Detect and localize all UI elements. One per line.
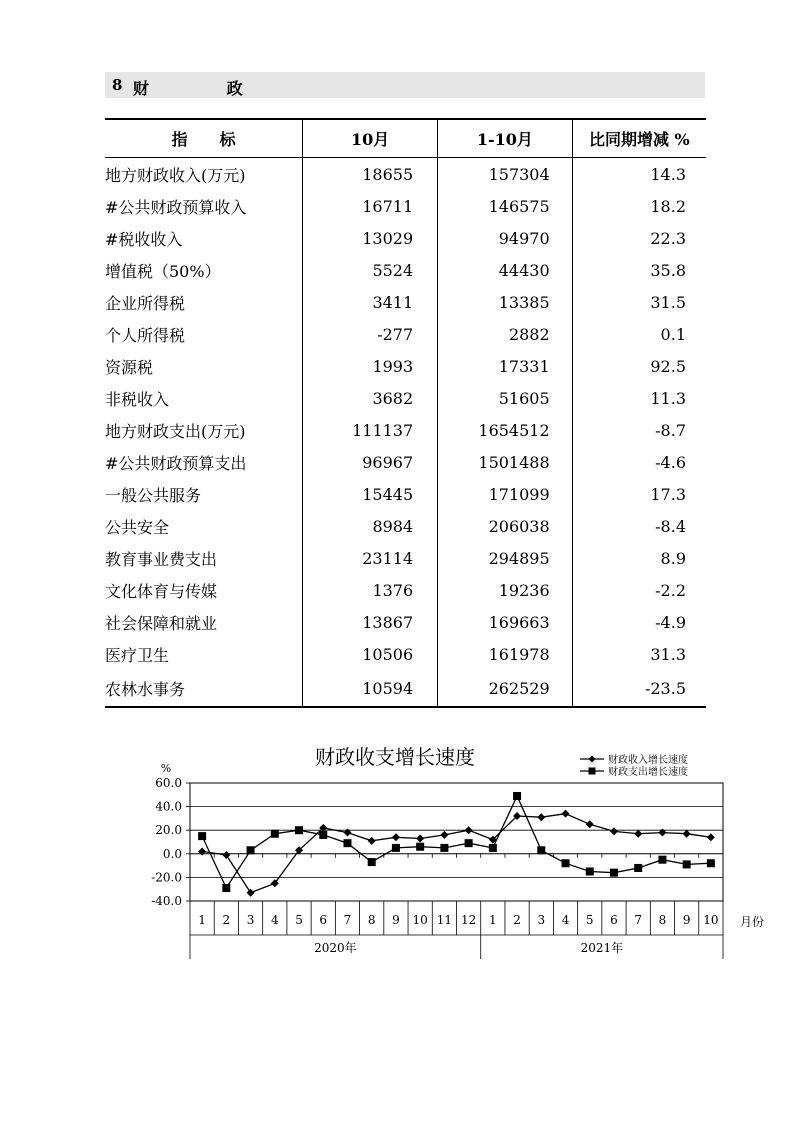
row-jan-oct-value: 19236 — [438, 574, 573, 606]
row-label: 资源税 — [105, 357, 154, 377]
row-label: 一般公共服务 — [105, 485, 202, 505]
table-row — [105, 222, 706, 254]
section-header — [105, 72, 705, 98]
row-jan-oct-value: 171099 — [438, 478, 573, 510]
row-label: 文化体育与传媒 — [105, 581, 218, 601]
row-label: 企业所得税 — [105, 293, 186, 313]
legend-diamond-icon — [589, 756, 596, 763]
expenditure-growth-point — [707, 859, 715, 867]
finance-table-body — [105, 119, 706, 707]
row-yoy-value: -8.7 — [572, 414, 706, 446]
revenue-growth-point — [343, 829, 351, 837]
legend-label: 财政支出增长速度 — [608, 767, 688, 778]
row-jan-oct-value: 44430 — [438, 254, 573, 286]
row-label: 医疗卫生 — [105, 645, 170, 665]
row-october-value: 111137 — [303, 414, 438, 446]
chart-legend — [580, 753, 688, 778]
x-tick-label: 5 — [585, 913, 594, 927]
y-tick-label: -20.0 — [151, 870, 182, 885]
finance-growth-chart — [140, 738, 780, 968]
x-tick-label: 2 — [222, 913, 231, 927]
table-row — [105, 670, 706, 707]
x-tick-label: 4 — [270, 913, 279, 927]
revenue-growth-point — [658, 829, 666, 837]
expenditure-growth-point — [658, 856, 666, 864]
row-yoy-value: -23.5 — [572, 670, 706, 707]
row-yoy-value: 8.9 — [572, 542, 706, 574]
year-group-label: 2021年 — [580, 941, 624, 955]
row-jan-oct-value: 294895 — [438, 542, 573, 574]
row-yoy-value: 18.2 — [572, 190, 706, 222]
row-yoy-value: 92.5 — [572, 350, 706, 382]
row-october-value: 18655 — [303, 158, 438, 191]
row-jan-oct-value: 157304 — [438, 158, 573, 191]
row-october-value: 10594 — [303, 670, 438, 707]
row-october-value: 96967 — [303, 446, 438, 478]
x-tick-label: 6 — [319, 913, 328, 927]
row-yoy-value: 17.3 — [572, 478, 706, 510]
row-yoy-value: 22.3 — [572, 222, 706, 254]
expenditure-growth-point — [222, 884, 230, 892]
expenditure-growth-point — [562, 859, 570, 867]
x-tick-label: 8 — [367, 913, 376, 927]
plot-border — [190, 783, 723, 901]
row-yoy-value: 14.3 — [572, 158, 706, 191]
x-tick-label: 11 — [436, 913, 453, 927]
row-label: #税收收入 — [105, 229, 183, 249]
row-jan-oct-value: 13385 — [438, 286, 573, 318]
chart-grid — [190, 783, 723, 901]
row-jan-oct-value: 169663 — [438, 606, 573, 638]
x-tick-label: 3 — [537, 913, 546, 927]
expenditure-growth-point — [247, 846, 255, 854]
revenue-growth-point — [537, 813, 545, 821]
expenditure-growth-point — [343, 839, 351, 847]
revenue-growth-point — [707, 833, 715, 841]
table-row — [105, 478, 706, 510]
revenue-growth-point — [416, 834, 424, 842]
section-number: 8 — [112, 76, 123, 94]
x-tick-label: 1 — [489, 913, 497, 927]
row-label: 公共安全 — [105, 517, 170, 537]
expenditure-growth-point — [440, 844, 448, 852]
x-tick-label: 5 — [295, 913, 303, 927]
chart-title: 财政收支增长速度 — [315, 745, 475, 769]
row-yoy-value: 0.1 — [572, 318, 706, 350]
expenditure-growth-point — [610, 869, 618, 877]
row-jan-oct-value: 2882 — [438, 318, 573, 350]
y-tick-label: 0.0 — [162, 846, 182, 861]
expenditure-growth-point — [586, 868, 594, 876]
expenditure-growth-point — [489, 844, 497, 852]
y-tick-label: 60.0 — [155, 776, 182, 790]
expenditure-growth-point — [271, 830, 279, 838]
expenditure-growth-point — [295, 826, 303, 834]
expenditure-growth-point — [392, 844, 400, 852]
row-october-value: -277 — [303, 318, 438, 350]
row-october-value: 23114 — [303, 542, 438, 574]
x-tick-label: 7 — [634, 913, 643, 927]
row-label: 地方财政收入(万元) — [105, 165, 246, 185]
row-yoy-value: 11.3 — [572, 382, 706, 414]
expenditure-growth-point — [683, 860, 691, 868]
table-row — [105, 638, 706, 670]
x-tick-label: 3 — [246, 913, 255, 927]
row-october-value: 13029 — [303, 222, 438, 254]
row-october-value: 1376 — [303, 574, 438, 606]
row-label: #公共财政预算收入 — [105, 197, 247, 217]
revenue-growth-point — [634, 830, 642, 838]
table-header-row — [105, 119, 706, 158]
row-jan-oct-value: 17331 — [438, 350, 573, 382]
row-october-value: 1993 — [303, 350, 438, 382]
row-jan-oct-value: 262529 — [438, 670, 573, 707]
table-row — [105, 254, 706, 286]
row-yoy-value: -4.6 — [572, 446, 706, 478]
row-label: 个人所得税 — [105, 325, 186, 345]
expenditure-growth-point — [368, 858, 376, 866]
series-markers — [198, 792, 715, 897]
row-label: 增值税（50%） — [105, 261, 221, 281]
table-row — [105, 382, 706, 414]
expenditure-growth-point — [513, 792, 521, 800]
revenue-growth-point — [247, 889, 255, 897]
row-yoy-value: 35.8 — [572, 254, 706, 286]
expenditure-growth-point — [319, 831, 327, 839]
header-october: 10月 — [303, 119, 438, 158]
row-yoy-value: -2.2 — [572, 574, 706, 606]
x-tick-label: 1 — [198, 913, 206, 927]
table-row — [105, 606, 706, 638]
header-jan-oct: 1-10月 — [438, 119, 573, 158]
x-tick-label: 9 — [682, 913, 691, 927]
revenue-growth-point — [683, 830, 691, 838]
row-jan-oct-value: 51605 — [438, 382, 573, 414]
expenditure-growth-point — [465, 839, 473, 847]
x-tick-label: 2 — [513, 913, 521, 927]
y-tick-label: 20.0 — [155, 823, 182, 838]
row-jan-oct-value: 206038 — [438, 510, 573, 542]
row-yoy-value: -4.9 — [572, 606, 706, 638]
row-october-value: 10506 — [303, 638, 438, 670]
x-axis-category-table — [190, 901, 723, 959]
row-jan-oct-value: 1501488 — [438, 446, 573, 478]
x-tick-label: 6 — [610, 913, 618, 927]
row-jan-oct-value: 146575 — [438, 190, 573, 222]
row-october-value: 8984 — [303, 510, 438, 542]
row-october-value: 3411 — [303, 286, 438, 318]
table-row — [105, 414, 706, 446]
expenditure-growth-point — [416, 843, 424, 851]
y-axis-ticks — [151, 776, 190, 908]
revenue-growth-point — [392, 833, 400, 841]
table-row — [105, 286, 706, 318]
row-yoy-value: 31.3 — [572, 638, 706, 670]
row-october-value: 3682 — [303, 382, 438, 414]
table-row — [105, 190, 706, 222]
table-row — [105, 574, 706, 606]
row-october-value: 16711 — [303, 190, 438, 222]
row-label: #公共财政预算支出 — [105, 453, 247, 473]
expenditure-growth-line — [202, 796, 711, 888]
table-row — [105, 158, 706, 191]
x-tick-label: 12 — [460, 913, 477, 927]
revenue-growth-point — [440, 831, 448, 839]
header-yoy-change: 比同期增减 % — [572, 119, 706, 158]
x-tick-label: 9 — [392, 913, 400, 927]
revenue-growth-point — [222, 851, 230, 859]
y-tick-label: -40.0 — [151, 894, 182, 908]
expenditure-growth-point — [198, 832, 206, 840]
expenditure-growth-point — [634, 864, 642, 872]
revenue-growth-point — [586, 820, 594, 828]
row-jan-oct-value: 1654512 — [438, 414, 573, 446]
table-row — [105, 446, 706, 478]
y-tick-label: 40.0 — [155, 799, 182, 814]
row-label: 教育事业费支出 — [105, 549, 218, 569]
row-yoy-value: -8.4 — [572, 510, 706, 542]
table-row — [105, 510, 706, 542]
revenue-growth-point — [562, 810, 570, 818]
row-october-value: 13867 — [303, 606, 438, 638]
year-group-label: 2020年 — [314, 941, 357, 955]
section-title: 财 政 — [133, 79, 279, 98]
row-label: 地方财政支出(万元) — [105, 421, 246, 441]
x-axis-unit: 月份 — [739, 915, 765, 929]
revenue-growth-point — [465, 826, 473, 834]
table-row — [105, 542, 706, 574]
legend-label: 财政收入增长速度 — [608, 755, 688, 766]
row-jan-oct-value: 161978 — [438, 638, 573, 670]
series-lines — [202, 796, 711, 893]
x-tick-label: 4 — [561, 913, 570, 927]
expenditure-growth-point — [537, 846, 545, 854]
row-october-value: 15445 — [303, 478, 438, 510]
revenue-growth-line — [202, 814, 711, 893]
row-october-value: 5524 — [303, 254, 438, 286]
legend-square-icon — [589, 768, 596, 775]
revenue-growth-point — [368, 837, 376, 845]
row-jan-oct-value: 94970 — [438, 222, 573, 254]
row-yoy-value: 31.5 — [572, 286, 706, 318]
row-label: 社会保障和就业 — [105, 613, 218, 633]
y-axis-unit: % — [160, 762, 172, 775]
x-tick-label: 10 — [412, 913, 428, 927]
x-tick-label: 8 — [658, 913, 667, 927]
x-tick-label: 7 — [343, 913, 352, 927]
x-tick-label: 10 — [703, 913, 719, 927]
revenue-growth-point — [610, 827, 618, 835]
header-indicator: 指 标 — [105, 119, 303, 158]
row-label: 农林水事务 — [105, 670, 303, 707]
table-row — [105, 318, 706, 350]
table-row — [105, 350, 706, 382]
finance-table — [105, 118, 706, 708]
row-label: 非税收入 — [105, 389, 170, 409]
